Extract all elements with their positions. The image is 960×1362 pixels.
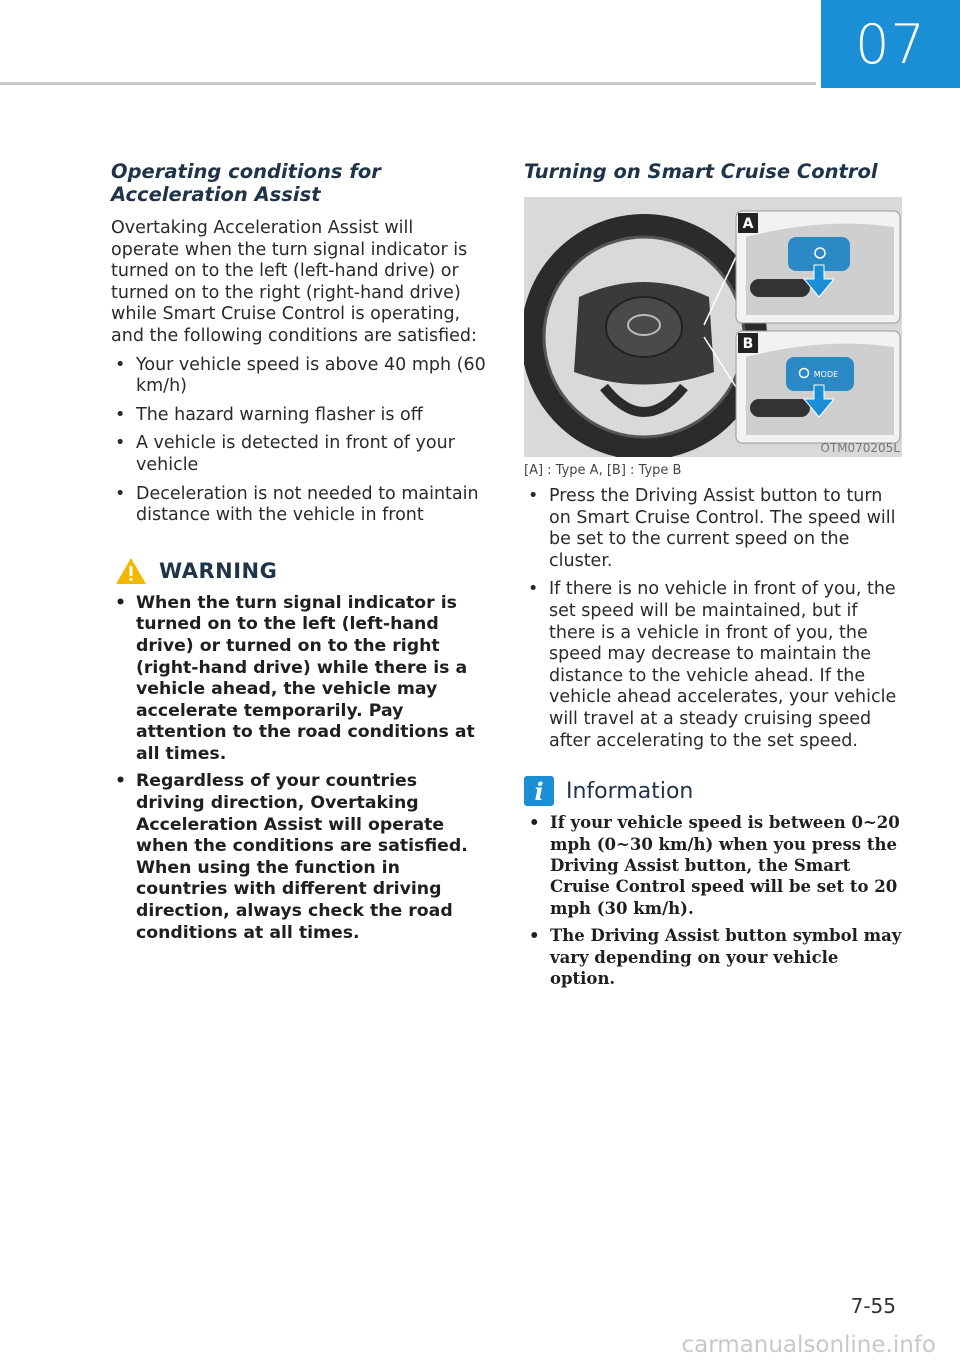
- list-item: • A vehicle is detected in front of your vehicle: [111, 433, 486, 476]
- list-item: • If there is no vehicle in front of you, the set speed will be maintained, but if there is a vehicle in front of you, the speed may decrease to maintain the distance to the vehicle ahead. If the vehicle ahead accelerates, your vehicle will travel at a steady cruising speed after accelerating to the set speed.: [524, 579, 904, 752]
- watermark: carmanualsonline.info: [681, 1332, 936, 1358]
- steps-list: [524, 486, 904, 752]
- inset-label-a: A: [742, 216, 754, 232]
- section-heading-turning-on: Turning on Smart Cruise Control: [524, 160, 878, 183]
- right-column: [524, 160, 904, 989]
- warning-title: WARNING: [159, 558, 278, 583]
- figure-code: OTM070205L: [820, 441, 900, 455]
- information-item: • The Driving Assist button symbol may vary depending on your vehicle option.: [524, 925, 904, 989]
- conditions-list: [111, 355, 486, 527]
- list-item: • Your vehicle speed is above 40 mph (60 km/h): [111, 355, 486, 398]
- mode-label: MODE: [813, 370, 839, 379]
- information-item: • If your vehicle speed is between 0~20 mph (0~30 km/h) when you press the Driving Assist button, the Smart Cruise Control speed will be set to 20 mph (30 km/h).: [524, 812, 904, 919]
- list-item: • Deceleration is not needed to maintain distance with the vehicle in front: [111, 484, 486, 527]
- information-header: [524, 776, 904, 806]
- inset-label-b: B: [742, 336, 754, 352]
- section-heading-operating-conditions: Operating conditions for Acceleration Assist: [111, 160, 381, 206]
- page-number: 7-55: [850, 1294, 896, 1318]
- intro-paragraph: Overtaking Acceleration Assist will operate when the turn signal indicator is turned on to the left (left-hand drive) or turned on to the right (right-hand drive) while Smart Cruise Control is operating, and the following conditions are satisfied:: [111, 218, 477, 346]
- left-column: [111, 160, 486, 944]
- chapter-tab: 07: [821, 0, 960, 88]
- header-rule: [0, 82, 816, 85]
- figure-caption: [A] : Type A, [B] : Type B: [524, 463, 682, 478]
- list-item: • The hazard warning flasher is off: [111, 405, 486, 427]
- warning-item: • When the turn signal indicator is turned on to the left (left-hand drive) or turned on to the right (right-hand drive) while there is a vehicle ahead, the vehicle may accelerate temporarily. Pay attention to the road conditions at all times.: [111, 593, 486, 766]
- steering-wheel-illustration: [524, 197, 902, 457]
- list-item: • Press the Driving Assist button to turn on Smart Cruise Control. The speed will be set to the current speed on the cluster.: [524, 486, 904, 572]
- warning-item: • Regardless of your countries driving direction, Overtaking Acceleration Assist will operate when the conditions are satisfied. When using the function in countries with different driving direction, always check the road conditions at all times.: [111, 771, 486, 944]
- steering-wheel-figure: [524, 197, 902, 457]
- warning-header: [111, 557, 486, 585]
- info-icon: [524, 776, 554, 806]
- warning-triangle-icon: [115, 557, 147, 585]
- information-title: Information: [566, 778, 694, 804]
- svg-text:i: i: [534, 777, 544, 807]
- warning-list: [111, 593, 486, 945]
- information-list: [524, 812, 904, 989]
